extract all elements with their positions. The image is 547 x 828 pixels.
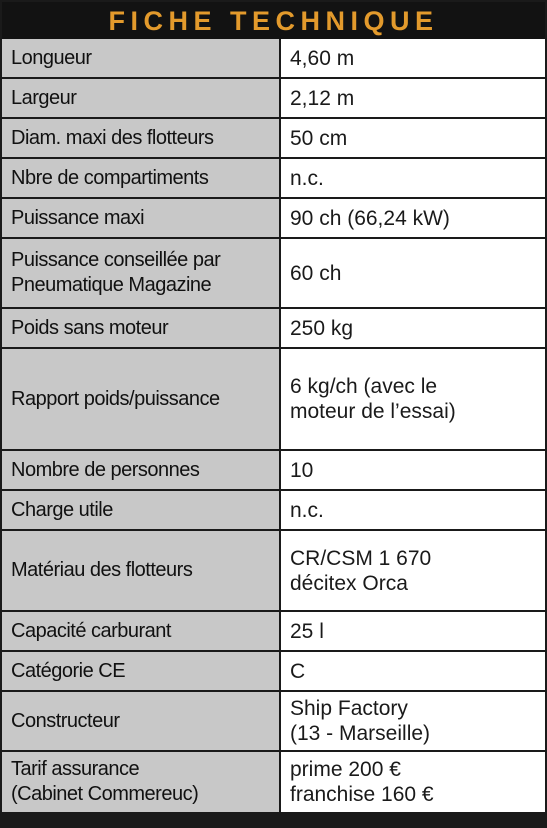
row-label-weight-power-ratio: Rapport poids/puissance: [2, 349, 279, 449]
row-value-weight: 250 kg: [281, 309, 545, 347]
row-label-compartments: Nbre de compartiments: [2, 159, 279, 197]
row-value-recommended-power: 60 ch: [281, 239, 545, 307]
row-label-float-diameter: Diam. maxi des flotteurs: [2, 119, 279, 157]
row-value-compartments: n.c.: [281, 159, 545, 197]
row-value-width: 2,12 m: [281, 79, 545, 117]
row-value-fuel-capacity: 25 l: [281, 612, 545, 650]
row-label-persons: Nombre de personnes: [2, 451, 279, 489]
row-label-insurance: Tarif assurance (Cabinet Commereuc): [2, 752, 279, 812]
row-label-max-power: Puissance maxi: [2, 199, 279, 237]
row-label-payload: Charge utile: [2, 491, 279, 529]
row-value-builder: Ship Factory (13 - Marseille): [281, 692, 545, 750]
row-label-ce-category: Catégorie CE: [2, 652, 279, 690]
spec-table: [2, 39, 545, 812]
row-value-insurance: prime 200 € franchise 160 €: [281, 752, 545, 812]
row-value-payload: n.c.: [281, 491, 545, 529]
row-value-ce-category: C: [281, 652, 545, 690]
row-value-float-material: CR/CSM 1 670 décitex Orca: [281, 531, 545, 610]
row-value-float-diameter: 50 cm: [281, 119, 545, 157]
row-label-recommended-power: Puissance conseillée par Pneumatique Magazine: [2, 239, 279, 307]
row-label-builder: Constructeur: [2, 692, 279, 750]
row-label-weight: Poids sans moteur: [2, 309, 279, 347]
row-value-persons: 10: [281, 451, 545, 489]
sheet-header: [2, 2, 545, 39]
row-label-float-material: Matériau des flotteurs: [2, 531, 279, 610]
row-value-length: 4,60 m: [281, 39, 545, 77]
row-label-fuel-capacity: Capacité carburant: [2, 612, 279, 650]
row-label-length: Longueur: [2, 39, 279, 77]
row-label-width: Largeur: [2, 79, 279, 117]
row-value-max-power: 90 ch (66,24 kW): [281, 199, 545, 237]
row-value-weight-power-ratio: 6 kg/ch (avec le moteur de l’essai): [281, 349, 545, 449]
sheet-title: FICHE TECHNIQUE: [108, 6, 439, 36]
